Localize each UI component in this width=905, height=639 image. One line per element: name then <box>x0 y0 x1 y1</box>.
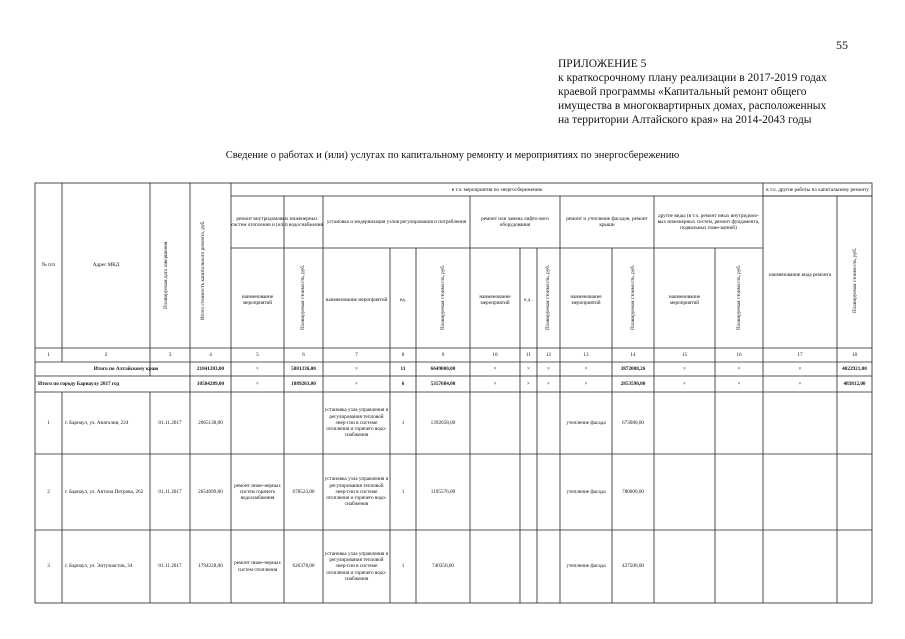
row-date: 01.11.2017 <box>158 419 182 426</box>
col-number: 8 <box>401 351 405 358</box>
col-number: 12 <box>545 351 552 358</box>
header-group-1: ремонт внутридомовых инженерных систем отопления и (или) водоснабжения <box>231 215 323 228</box>
header-name-event-2: наименование мероприятий <box>325 296 388 303</box>
col-number: 9 <box>441 351 445 358</box>
row-c9: 740350,00 <box>431 563 455 570</box>
total-cell: × <box>547 380 550 387</box>
total-cell: × <box>737 380 741 387</box>
appendix-line-5: на территории Алтайского края» на 2014-2043 годы <box>558 114 812 126</box>
col-number: 7 <box>355 351 358 358</box>
row-number: 2 <box>47 488 50 495</box>
row-c7: установка узла управления и регулирования тепловой энер-гии в системе отопления и горячего водо-снабжения <box>324 407 389 439</box>
header-cost-4: Планируемая стоимость, руб. <box>630 264 636 331</box>
appendix-line-2: к краткосрочному плану реализации в 2017-2019 годах <box>558 72 827 84</box>
total-cell: 4022921,00 <box>842 365 867 372</box>
header-cost-6: Планируемая стоимость, руб. <box>852 247 858 313</box>
row-c7: установка узла управления и регулирования тепловой энер-гии в системе отопления и горячего водо-снабжения <box>324 550 389 582</box>
total-cell: × <box>584 380 588 387</box>
col-number: 16 <box>736 351 742 358</box>
header-cost-1: Планируемая стоимость, руб. <box>300 264 306 331</box>
header-total-cost: Итого стоимость капитального ремонта, руб. <box>200 220 206 320</box>
row-c9: 1392058,00 <box>430 419 456 426</box>
row-c9: 1195576,00 <box>430 488 456 495</box>
col-number: 4 <box>209 351 212 358</box>
row-address: г. Барнаул, ул. Антона Петрова, 262 <box>65 488 144 495</box>
total-cell: × <box>798 380 802 387</box>
total-cell: × <box>584 365 588 372</box>
row-date: 01.11.2017 <box>158 563 182 570</box>
row-c14: 427500,00 <box>621 563 645 570</box>
total-cell: 10584289,00 <box>196 380 225 387</box>
header-planned-date: Планируемая дата завершения <box>163 241 169 309</box>
col-number: 13 <box>583 351 589 358</box>
row-c8: 1 <box>401 488 405 495</box>
total-cell: 6649000,00 <box>430 365 456 372</box>
total-cell: × <box>493 380 497 387</box>
row-c8: 1 <box>401 419 405 426</box>
total-cell: × <box>256 380 259 387</box>
total-cell: × <box>683 380 686 387</box>
header-cost-3: Планируемая стоимость, руб. <box>545 264 551 331</box>
col-number: 15 <box>681 351 688 358</box>
col-number: 6 <box>302 351 305 358</box>
col-number: 2 <box>104 351 108 358</box>
row-number: 1 <box>47 419 50 426</box>
total-cell: 11 <box>400 365 406 372</box>
page-number: 55 <box>836 38 848 52</box>
col-number: 5 <box>256 351 259 358</box>
header-group-3: ремонт или замена лифто-вого оборудования <box>481 215 549 228</box>
row-date: 01.11.2017 <box>158 488 182 495</box>
header-name-event-3: наименование мероприятий <box>479 293 511 306</box>
total-cell: × <box>683 365 686 372</box>
row-c8: 1 <box>401 563 405 570</box>
total-cell: × <box>527 380 530 387</box>
total-label: Итого по Алтайскому краю <box>93 365 159 372</box>
col-number: 18 <box>851 351 858 358</box>
appendix-line-3: краевой программы «Капитальный ремонт общего <box>558 86 807 98</box>
total-label: Итого по городу Барнаулу 2017 год <box>38 380 120 387</box>
total-cell: × <box>355 380 358 387</box>
total-cell: × <box>798 365 802 372</box>
total-cell: 3872008,26 <box>620 365 646 372</box>
row-c5: ремонт инже-нерных систем горячего водоснабжения <box>234 482 281 502</box>
total-cell: 2853590,00 <box>620 380 646 387</box>
row-c13: утепление фасада <box>566 488 606 495</box>
header-cost-2: Планируемая стоимость, руб. <box>440 264 446 331</box>
row-c6: 678523,00 <box>292 488 315 495</box>
header-group-5: другие виды (в т.ч. ремонт иных внутридомо-вых инженерных систем, ремонт фундамента, подвальных поме-щений) <box>657 212 760 232</box>
row-number: 3 <box>47 563 50 570</box>
row-address: г. Барнаул, ул. Анатолия, 224 <box>65 419 129 426</box>
row-c6: 626378,00 <box>292 563 315 570</box>
row-c13: утепление фасада <box>566 419 606 426</box>
header-name-event-4: наименование мероприятий <box>570 293 602 306</box>
header-cost-5: Планируемая стоимость, руб. <box>736 264 742 331</box>
row-c14: 673080,00 <box>621 419 645 426</box>
header-unit: ед. <box>399 296 407 303</box>
header-name-event-1: наименование мероприятий <box>241 293 274 306</box>
total-cell: 1889203,00 <box>291 380 316 387</box>
row-address: г. Барнаул, ул. Энтузиастов, 34 <box>65 563 133 570</box>
row-total: 2654099,00 <box>198 488 223 495</box>
row-c5: ремонт инже-нерных систем отопления <box>234 560 281 573</box>
header-name-event-5: наименование мероприятий <box>668 293 701 306</box>
total-cell: × <box>355 365 358 372</box>
row-c5 <box>231 392 284 454</box>
header-num: № п/п <box>41 261 56 268</box>
header-group-2: установка и модернизация узлов регулирования и потребления <box>326 218 467 225</box>
col-number: 1 <box>47 351 50 358</box>
row-c6 <box>284 392 323 454</box>
header-unit-short: е д . <box>524 296 533 303</box>
col-number: 10 <box>492 351 498 358</box>
col-number: 3 <box>168 351 172 358</box>
header-group-4: ремонт и утепление фасадов, ремонт крыши <box>566 215 648 228</box>
row-total: 2065138,00 <box>198 419 223 426</box>
total-cell: × <box>493 365 497 372</box>
total-cell: 6 <box>401 380 405 387</box>
total-cell: × <box>527 365 530 372</box>
header-name-kind: наименование вида ремонта <box>768 271 832 278</box>
header-energy-group: в т.ч. мероприятия по энергосбережению <box>451 186 543 193</box>
appendix-line-1: ПРИЛОЖЕНИЕ 5 <box>558 58 647 70</box>
col-number: 14 <box>630 351 636 358</box>
total-cell: 21841203,00 <box>196 365 225 372</box>
total-cell: × <box>547 365 550 372</box>
total-cell: × <box>256 365 259 372</box>
table-title: Сведение о работах и (или) услугах по капитальному ремонту и мероприятиях по энергосбережению <box>225 150 680 161</box>
col-number: 11 <box>526 351 531 358</box>
total-cell: 5357684,00 <box>430 380 456 387</box>
appendix-line-4: имущества в многоквартирных домах, расположенных <box>558 100 827 112</box>
total-cell: 5081336,00 <box>291 365 316 372</box>
total-cell: 483812,00 <box>843 380 866 387</box>
col-number: 17 <box>797 351 803 358</box>
row-total: 1794228,00 <box>198 563 223 570</box>
row-c14: 780000,00 <box>621 488 645 495</box>
row-c7: установка узла управления и регулирования тепловой энер-гии в системе отопления и горячего водо-снабжения <box>324 476 389 508</box>
header-address: Адрес МКД <box>92 261 120 268</box>
total-cell: × <box>737 365 741 372</box>
header-other-group: в т.ч. другие работы по капитальному ремонту <box>766 186 869 193</box>
row-c13: утепление фасада <box>566 563 606 570</box>
